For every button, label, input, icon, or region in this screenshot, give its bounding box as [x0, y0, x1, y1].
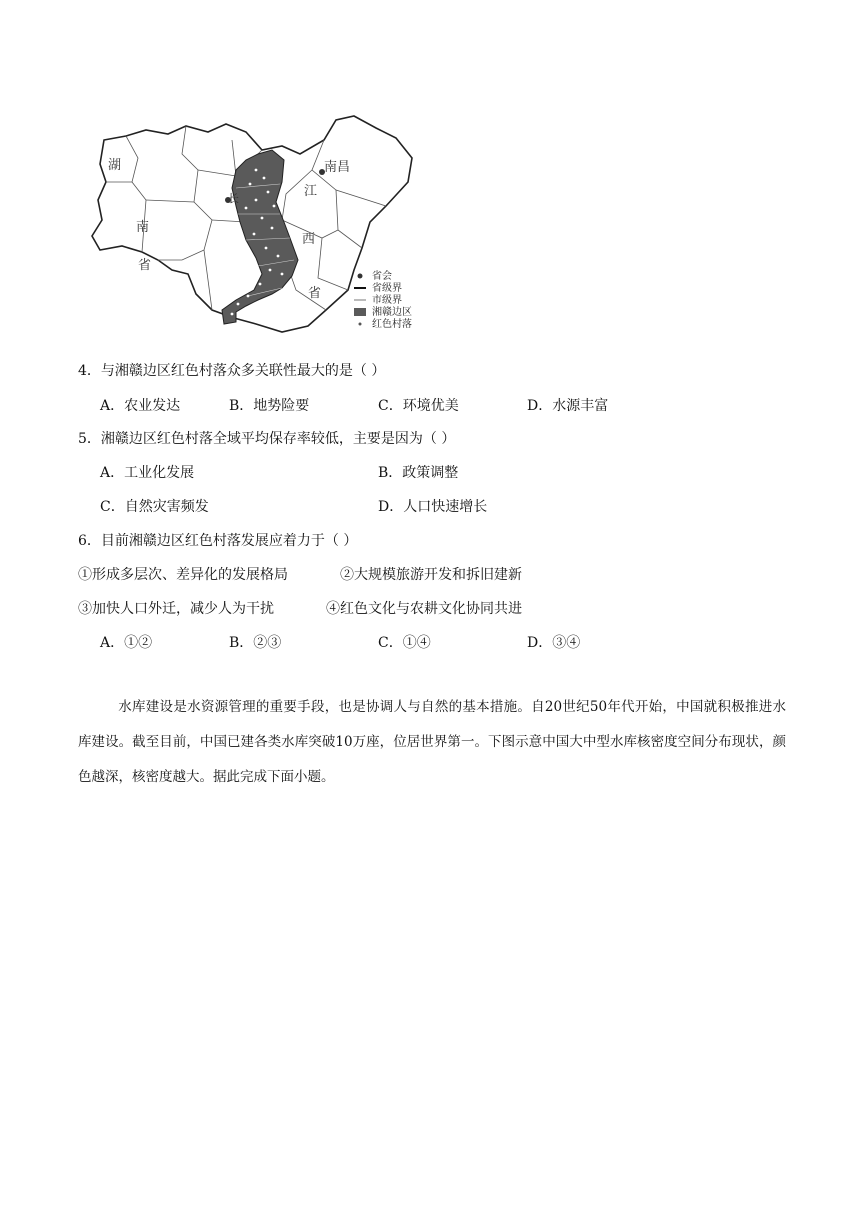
legend-province-border: 省级界: [372, 283, 402, 294]
question-6-statement-1: ①形成多层次、差异化的发展格局: [78, 567, 288, 583]
question-4-option-c[interactable]: C．环境优美: [378, 398, 459, 414]
map-label-hu: 湖: [108, 158, 122, 173]
map-label-chang: 长: [228, 192, 239, 205]
question-6-option-b[interactable]: B．②③: [229, 635, 282, 651]
map-label-jiang: 江: [304, 184, 318, 199]
map-label-nan: 南: [136, 220, 150, 235]
question-5-stem: 5．湘赣边区红色村落全域平均保存率较低，主要是因为（ ）: [78, 431, 456, 447]
question-6-stem: 6．目前湘赣边区红色村落发展应着力于（ ）: [78, 533, 358, 549]
map-label-sheng: 省: [138, 258, 152, 273]
question-4-option-a[interactable]: A．农业发达: [100, 398, 181, 414]
reservoir-passage-text: 水库建设是水资源管理的重要手段，也是协调人与自然的基本措施。自20世纪50年代开始，中国就积极推进水库建设。截至目前，中国已建各类水库突破10万座，位居世界第一。下图示意中国大中型水库核密度空间分布现状，颜色越深，核密度越大。据此完成下面小题。: [78, 699, 786, 785]
question-6-option-a[interactable]: A．①②: [100, 635, 153, 651]
map-legend: [354, 269, 412, 330]
question-5-option-a[interactable]: A．工业化发展: [100, 465, 195, 481]
reservoir-passage: [78, 690, 786, 795]
question-6-statement-3: ③加快人口外迁，减少人为干扰: [78, 601, 274, 617]
question-5-option-c[interactable]: C．自然灾害频发: [100, 499, 209, 515]
legend-city-border: 市级界: [372, 295, 402, 306]
map-label-xi: 西: [302, 232, 316, 247]
legend-capital: 省会: [372, 271, 392, 282]
question-6-statement-2: ②大规模旅游开发和拆旧建新: [340, 567, 522, 583]
question-4-option-d[interactable]: D．水源丰富: [527, 398, 609, 414]
xiang-gan-border-map: [86, 110, 446, 342]
question-6-option-d[interactable]: D．③④: [527, 635, 581, 651]
question-6-option-c[interactable]: C．①④: [378, 635, 431, 651]
map-label-sheng2: 省: [308, 286, 322, 301]
question-4-option-b[interactable]: B．地势险要: [229, 398, 310, 414]
question-5-option-b[interactable]: B．政策调整: [378, 465, 459, 481]
question-5-option-d[interactable]: D．人口快速增长: [378, 499, 488, 515]
question-4-stem: 4．与湘赣边区红色村落众多关联性最大的是（ ）: [78, 363, 386, 379]
legend-red-village: 红色村落: [372, 319, 412, 330]
map-label-nanchang: 南昌: [324, 160, 351, 175]
legend-border-region: 湘赣边区: [372, 307, 412, 318]
question-6-statement-4: ④红色文化与农耕文化协同共进: [326, 601, 522, 617]
